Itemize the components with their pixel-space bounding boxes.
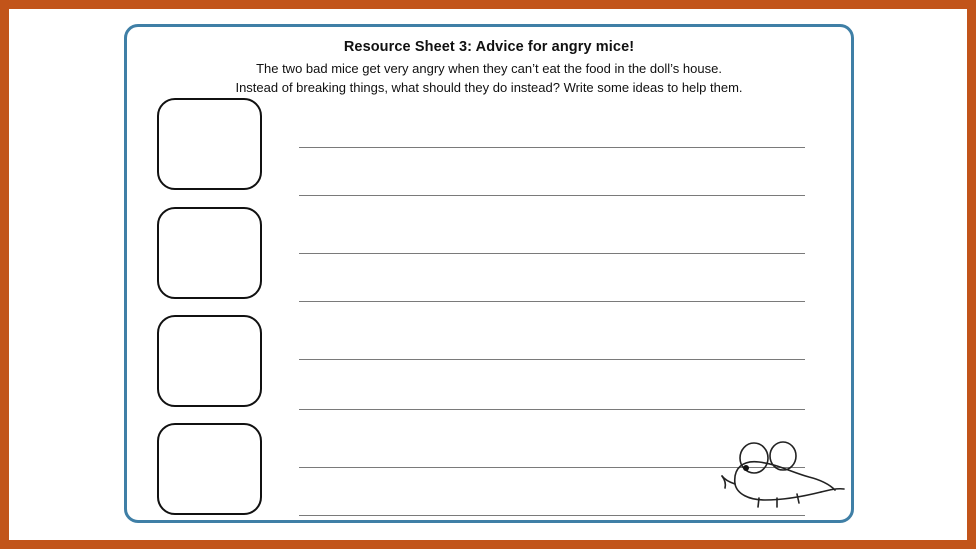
resource-sheet [124, 24, 854, 523]
mouse-illustration-icon [717, 432, 847, 514]
page-border-bottom [0, 540, 976, 549]
writing-line-3[interactable] [299, 253, 805, 254]
writing-line-8[interactable] [299, 515, 805, 516]
intro-text-line-2: Instead of breaking things, what should they do instead? Write some ideas to help them. [235, 80, 743, 95]
idea-box-2[interactable] [157, 207, 262, 299]
idea-box-1[interactable] [157, 98, 262, 190]
writing-line-6[interactable] [299, 409, 805, 410]
writing-line-4[interactable] [299, 301, 805, 302]
page-border-left [0, 0, 9, 549]
writing-line-2[interactable] [299, 195, 805, 196]
idea-box-4[interactable] [157, 423, 262, 515]
idea-box-3[interactable] [157, 315, 262, 407]
page-border-top [0, 0, 976, 9]
writing-line-5[interactable] [299, 359, 805, 360]
page-title: Resource Sheet 3: Advice for angry mice! [343, 39, 635, 55]
intro-text-line-1: The two bad mice get very angry when they can’t eat the food in the doll’s house. [256, 61, 722, 76]
writing-line-1[interactable] [299, 147, 805, 148]
page-border-right [967, 0, 976, 549]
